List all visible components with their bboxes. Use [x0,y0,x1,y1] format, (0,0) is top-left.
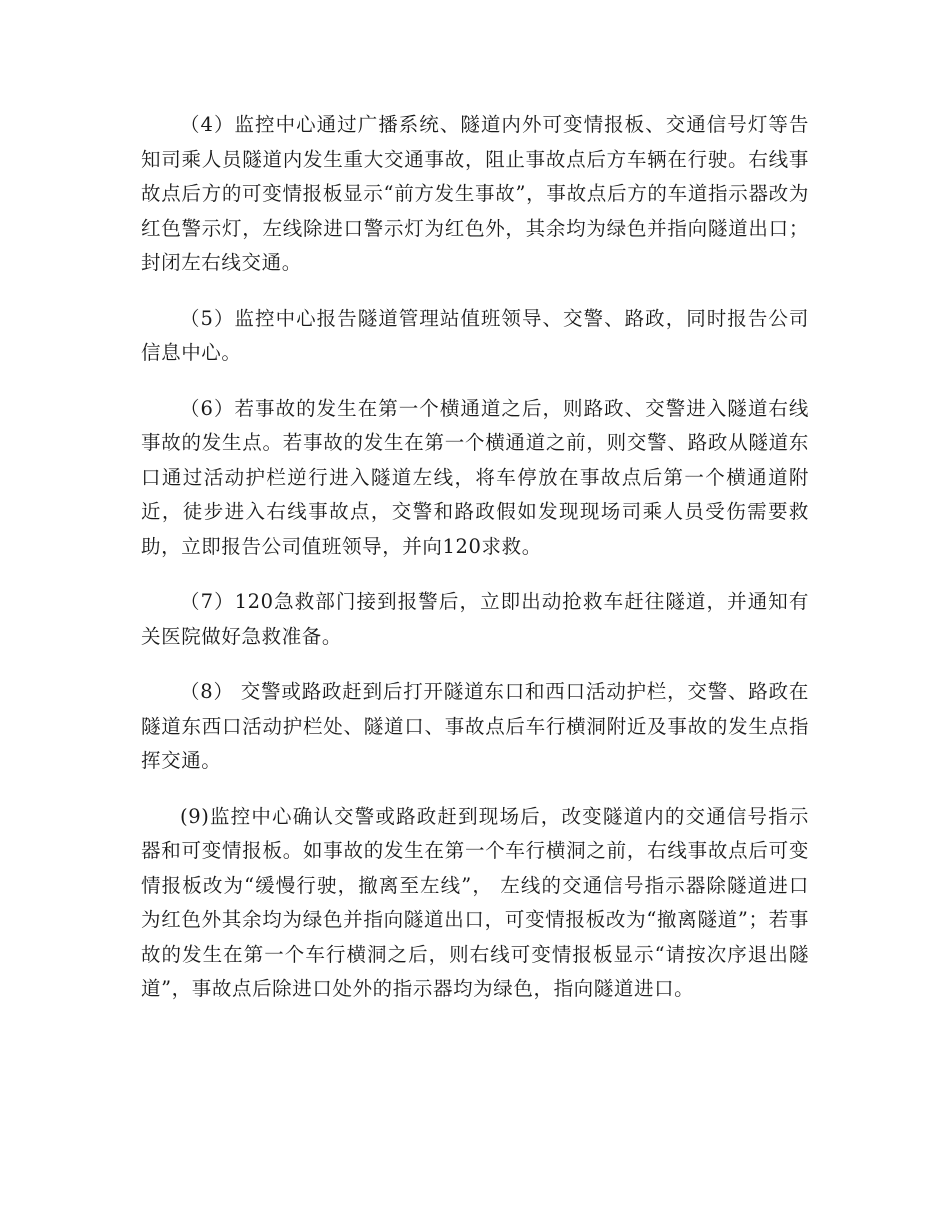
paragraph-7: （7）120急救部门接到报警后，立即出动抢救车赶往隧道，并通知有关医院做好急救准备。 [141,590,809,648]
paragraph-6: （6）若事故的发生在第一个横通道之后，则路政、交警进入隧道右线事故的发生点。若事故的发生在第一个横通道之前，则交警、路政从隧道东口通过活动护栏逆行进入隧道左线，将车停放在事故点后第一个横通道附近，徒步进入右线事故点，交警和路政假如发现现场司乘人员受伤需要救助，立即报告公司值班领导，并向120求救。 [141,396,809,558]
paragraph-4: （4）监控中心通过广播系统、隧道内外可变情报板、交通信号灯等告知司乘人员隧道内发生重大交通事故，阻止事故点后方车辆在行驶。右线事故点后方的可变情报板显示“前方发生事故”，事故点后方的车道指示器改为红色警示灯，左线除进口警示灯为红色外，其余均为绿色并指向隧道出口；封闭左右线交通。 [141,113,809,274]
document-body [141,108,809,1028]
paragraph-9: (9)监控中心确认交警或路政赶到现场后，改变隧道内的交通信号指示器和可变情报板。如事故的发生在第一个车行横洞之前，右线事故点后可变情报板改为“缓慢行驶，撤离至左线”， 左线的交通信号指示器除隧道进口为红色外其余均为绿色并指向隧道出口，可变情报板改为“撤离隧道”；若事故的发生在第一个车行横洞之后，则右线可变情报板显示“请按次序退出隧道”，事故点后除进口处外的指示器均为绿色，指向隧道进口。 [141,804,809,1000]
paragraph-5: （5）监控中心报告隧道管理站值班领导、交警、路政，同时报告公司信息中心。 [141,306,809,364]
paragraph-8: （8） 交警或路政赶到后打开隧道东口和西口活动护栏，交警、路政在隧道东西口活动护栏处、隧道口、事故点后车行横洞附近及事故的发生点指挥交通。 [141,680,809,772]
